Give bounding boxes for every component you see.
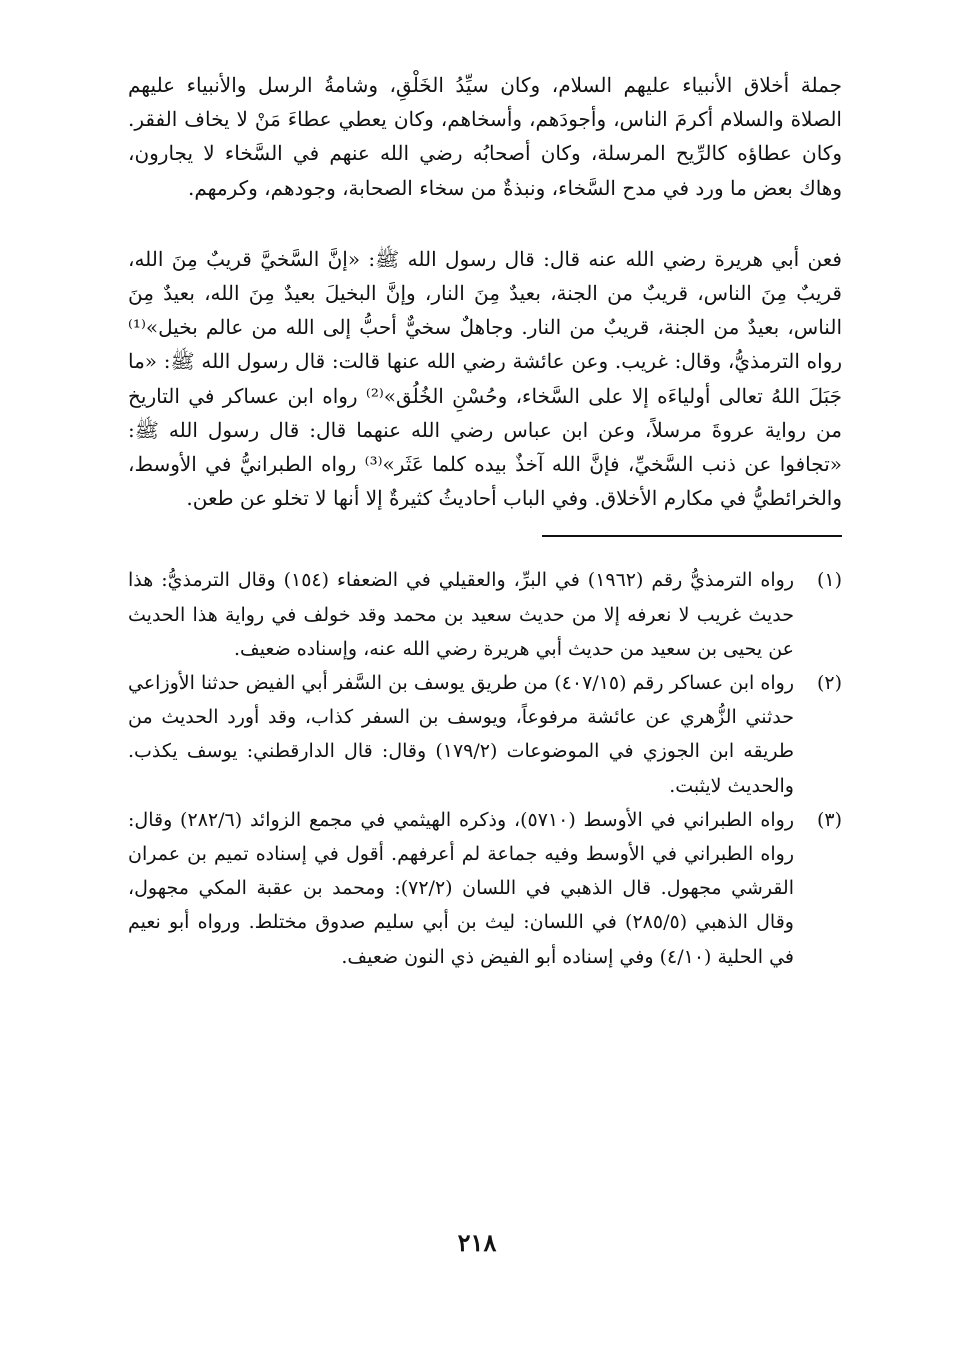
paragraph-hadith: فعن أبي هريرة رضي الله عنه قال: قال رسول الله ﷺ: «إنَّ السَّخيَّ قريبٌ مِنَ الله، قريبٌ مِنَ الناس، قريبٌ من الجنة، بعيدٌ مِنَ النار، وإنَّ البخيلَ بعيدٌ مِنَ الله، بعيدٌ مِنَ الناس، بعيدٌ من الجنة، قريبٌ من النار. وجاهلٌ سخيٌّ أحبُّ إلى الله من عالم بخيل»⁽¹⁾ رواه الترمذيُّ، وقال: غريب. وعن عائشة رضي الله عنها قالت: قال رسول الله ﷺ: «ما جَبَلَ اللهُ تعالى أولياءَه إلا على السَّخاء، وحُسْنِ الخُلُق»⁽²⁾ رواه ابن عساكر في التاريخ من رواية عروةَ مرسلاً، وعن ابن عباس رضي الله عنهما قال: قال رسول الله ﷺ: «تجافوا عن ذنب السَّخيِّ، فإنَّ الله آخذٌ بيده كلما عَثَر»⁽³⁾ رواه الطبرانيُّ في الأوسط، والخرائطيُّ في مكارم الأخلاق. وفي الباب أحاديثُ كثيرةٌ إلا أنها لا تخلو عن طعن. [128,246,843,511]
footnote-separator [542,535,842,537]
paragraph-intro: جملة أخلاق الأنبياء عليهم السلام، وكان سيِّدُ الخَلْقِ، وشامةُ الرسل والأنبياء عليهم الصلاة والسلام أكرمَ الناس، وأجودَهم، وأسخاهم، وكان يعطي عطاءَ مَنْ لا يخاف الفقر. وكان عطاؤه كالرِّيح المرسلة، وكان أصحابُه رضي الله عنهم في السَّخاء لا يجارون، وهاك بعض ما ورد في مدح السَّخاء، ونبذةٌ من سخاء الصحابة، وجودهم، وكرمهم. [128,73,842,200]
page-body [128,60,842,974]
footnote-3 [128,803,842,974]
footnote-number: (٣) [816,808,842,831]
footnote-number: (١) [816,569,842,592]
footnote-text: رواه الطبراني في الأوسط (٥٧١٠)، وذكره الهيثمي في مجمع الزوائد (٢٨٢/٦) وقال: رواه الطبراني في الأوسط وفيه جماعة لم أعرفهم. أقول في إسناده تميم بن عمران القرشي مجهول. قال الذهبي في اللسان (٧٢/٢): ومحمد بن عقبة المكي مجهول، وقال الذهبي (٢٨٥/٥) في اللسان: ليث بن أبي سليم صدوق مختلط. ورواه أبو نعيم في الحلية (٤/١٠) وفي إسناده أبو الفيض ذي النون ضعيف. [128,808,795,968]
footnote-1 [128,563,842,666]
footnote-2 [128,666,842,803]
footnote-text: رواه ابن عساكر رقم (٤٠٧/١٥) من طريق يوسف بن السَّفر أبي الفيض حدثنا الأوزاعي حدثني الزُّهري عن عائشة مرفوعاً، ويوسف بن السفر كذاب، وقد أورد الحديث من طريقه ابن الجوزي في الموضوعات (١٧٩/٢) وقال: قال الدارقطني: يوسف يكذب. والحديث لايثبت. [128,672,794,797]
page-number: ٢١٨ [457,1228,497,1257]
footnote-number: (٢) [816,672,842,695]
footnote-text: رواه الترمذيُّ رقم (١٩٦٢) في البرِّ، والعقيلي في الضعفاء (١٥٤) وقال الترمذيُّ: هذا حديث غريب لا نعرفه إلا من حديث سعيد بن محمد وقد خولف في رواية هذا الحديث عن يحيى بن سعيد من حديث أبي هريرة رضي الله عنه، وإسناده ضعيف. [128,569,794,660]
footnotes [128,563,842,973]
